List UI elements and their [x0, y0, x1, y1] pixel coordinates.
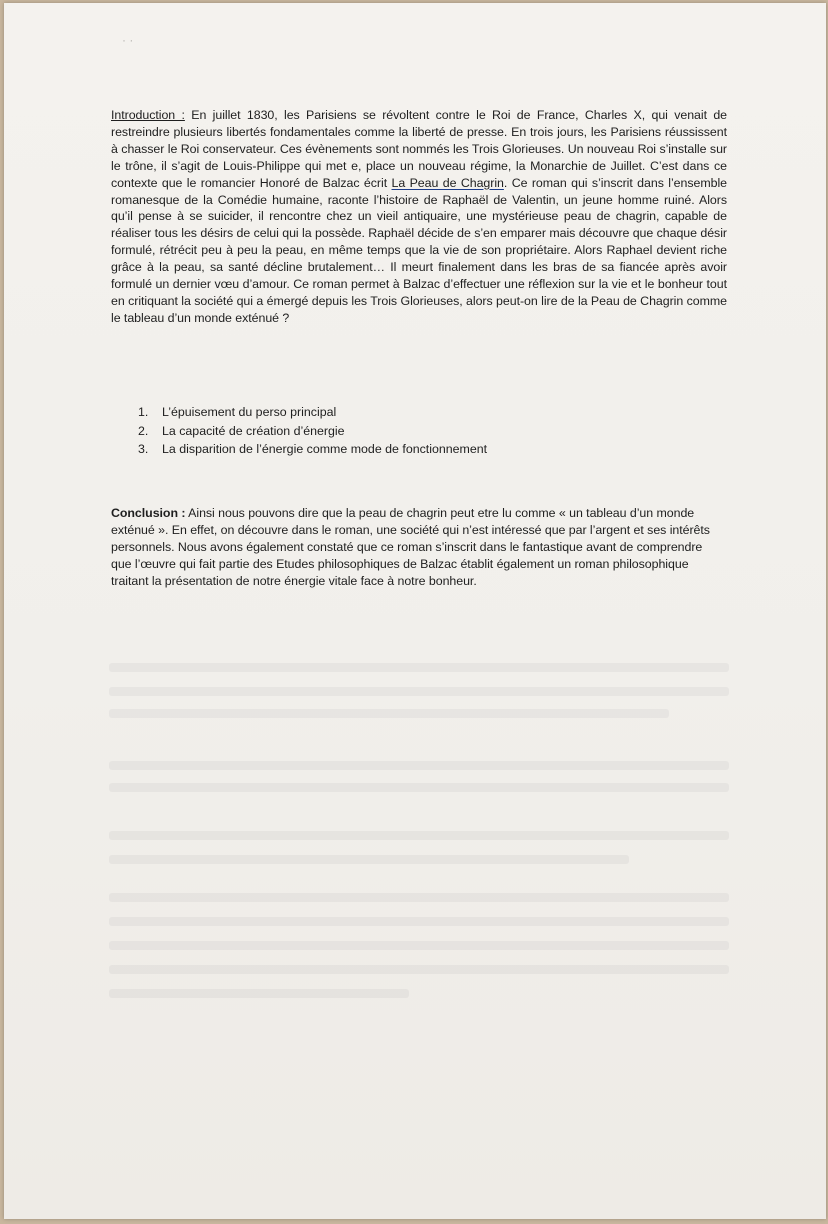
pen-mark: · · [122, 33, 134, 47]
conclusion-paragraph [111, 505, 711, 590]
paper-sheet [4, 3, 826, 1219]
plan-item-number: 3. [138, 442, 149, 456]
introduction-paragraph [111, 107, 727, 327]
show-through-line [109, 761, 729, 770]
show-through-line [109, 855, 629, 864]
plan-item-text: La disparition de l’énergie comme mode de fonctionnement [162, 442, 488, 456]
plan-item-text: La capacité de création d’énergie [162, 423, 345, 438]
plan-item-number: 1. [138, 405, 149, 419]
introduction-label: Introduction : [111, 108, 185, 122]
plan-list [138, 403, 487, 459]
plan-item-text: L’épuisement du perso principal [162, 405, 337, 419]
show-through-line [109, 663, 729, 672]
plan-item [138, 440, 487, 459]
show-through-line [109, 893, 729, 902]
conclusion-text: Ainsi nous pouvons dire que la peau de chagrin peut etre lu comme « un tableau d’un monde exténué ». En effet, on découvre dans le roman, une société qui n’est intéressé que par l’argent et ses intérêts personnels. Nous avons également constaté que ce roman s’inscrit dans le fantastique avant de comprendre que l’œuvre qui fait partie des Etudes philosophiques de Balzac établit également un roman philosophique traitant la présentation de notre énergie vitale face à notre bonheur. [111, 506, 710, 588]
show-through-line [109, 831, 729, 840]
show-through-line [109, 709, 669, 718]
plan-item-number: 2. [138, 423, 149, 438]
introduction-text-part2: . Ce roman qui s’inscrit dans l’ensemble romanesque de la Comédie humaine, raconte l’histoire de Raphaël de Valentin, un jeune homme ruiné. Alors qu’il pense à se suicider, il rencontre chez un vieil antiquaire, une mystérieuse peau de chagrin, capable de réaliser tous les désirs de celui qui la possède. Raphaël décide de s’en emparer mais découvre que chaque désir formulé, rétrécit peu à peu la peau, en même temps que la vie de son propriétaire. Alors Raphael devient riche grâce à la peau, sa santé décline brutalement… Il meurt finalement dans les bras de sa fiancée après avoir formulé un dernier vœu d’amour. Ce roman permet à Balzac d’effectuer une réflexion sur la vie et le bonheur tout en critiquant la société qui a émergé depuis les Trois Glorieuses, alors peut-on lire de la Peau de Chagrin comme le tableau d’un monde exténué ? [111, 175, 727, 325]
conclusion-label: Conclusion : [111, 506, 186, 520]
plan-item [138, 403, 487, 422]
show-through-line [109, 989, 409, 998]
book-title: La Peau de Chagrin [391, 175, 504, 190]
show-through-line [109, 941, 729, 950]
show-through-line [109, 917, 729, 926]
show-through-line [109, 783, 729, 792]
show-through-line [109, 965, 729, 974]
show-through-line [109, 687, 729, 696]
plan-item [138, 422, 487, 441]
introduction-text-part1: En juillet 1830, les Parisiens se révoltent contre le Roi de France, Charles X, qui venait de restreindre plusieurs libertés fondamentales comme la liberté de presse. En trois jours, les Parisiens réussissent à chasser le Roi conservateur. Ces évènements sont nommés les Trois Glorieuses. Un nouveau Roi s’installe sur le trône, il s’agit de Louis-Philippe qui met e, place un nouveau régime, la Monarchie de Juillet. C’est dans ce contexte que le romancier Honoré de Balzac écrit [111, 108, 727, 190]
